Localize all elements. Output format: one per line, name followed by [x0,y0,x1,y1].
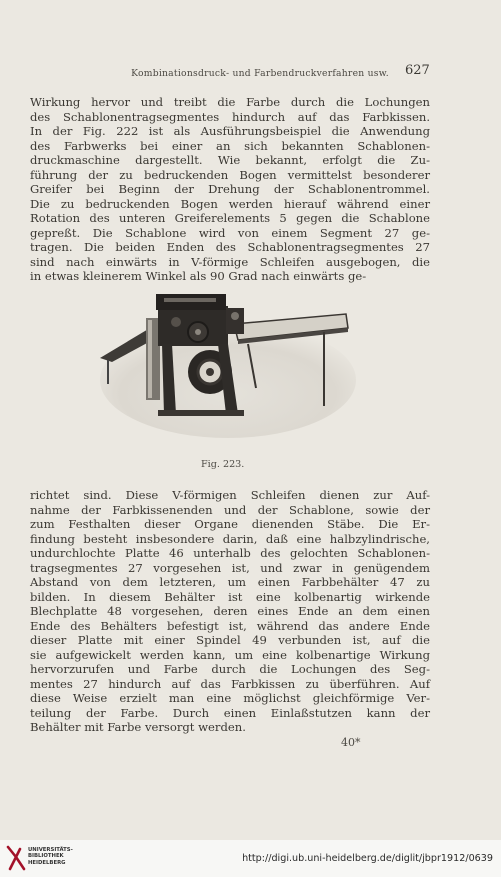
text-line: diese Weise erzielt man eine möglichst gleichförmige Ver- [30,691,430,705]
text-line: Blechplatte 48 vorgesehen, deren eines Ende an dem einen [30,604,430,618]
text-line: In der Fig. 222 ist als Ausführungsbeispiel die Anwendung [30,124,430,138]
source-url[interactable]: http://digi.ub.uni-heidelberg.de/diglit/jbpr1912/0639 [242,853,493,864]
text-line: mentes 27 hindurch auf das Farbkissen zu überführen. Auf [30,676,430,691]
paragraph-1 [30,95,430,284]
text-line: des Farbwerks bei einer an sich bekannten Schablonen- [30,138,430,153]
text-line: Behälter mit Farbe versorgt werden. [30,720,246,734]
text-line: tragsegmentes 27 vorgesehen ist, und zwar in genügendem [30,560,430,575]
text-line: teilung der Farbe. Durch einen Einlaßstutzen kann der [30,705,430,720]
institution-line: HEIDELBERG [28,859,66,866]
text-line: dieser Platte mit einer Spindel 49 verbunden ist, auf die [30,633,430,647]
figure-caption: Fig. 223. [201,459,245,470]
text-line: sind nach einwärts in V-förmige Schleifen ausgebogen, die [30,254,430,269]
text-line: sie aufgewickelt werden kann, um eine kolbenartige Wirkung [30,647,430,662]
text-line: Die zu bedruckenden Bogen werden hierauf während einer [30,196,430,211]
text-line: druckmaschine dargestellt. Wie bekannt, erfolgt die Zu- [30,153,430,167]
page-number: 627 [405,63,430,78]
text-line: Abstand von dem letzteren, um einen Farbbehälter 47 zu [30,575,430,589]
ub-heidelberg-logo-icon [6,845,26,871]
text-line: bilden. In diesem Behälter ist eine kolbenartig wirkende [30,589,430,604]
figure-printing-machine [98,288,360,438]
running-head: Kombinationsdruck- und Farbendruckverfahren usw. [131,68,389,79]
text-line: Ende des Behälters befestigt ist, während das andere Ende [30,618,430,633]
text-line: richtet sind. Diese V-förmigen Schleifen dienen zur Auf- [30,488,430,502]
institution-line: BIBLIOTHEK [28,853,64,860]
text-line: undurchlochte Platte 46 unterhalb des gelochten Schablonen- [30,546,430,560]
text-line: des Schablonentragsegmentes hindurch auf das Farbkissen. [30,109,430,124]
text-line: Wirkung hervor und treibt die Farbe durch die Lochungen [30,95,430,109]
text-line: in etwas kleinerem Winkel als 90 Grad nach einwärts ge- [30,269,367,283]
text-line: tragen. Die beiden Enden des Schablonentragsegmentes 27 [30,240,430,254]
printing-machine-illustration [98,288,360,438]
text-line: Greifer bei Beginn der Drehung der Schablonentrommel. [30,182,430,196]
institution-line: UNIVERSITÄTS- [28,847,73,853]
text-line: zum Festhalten dieser Organe dienenden Stäbe. Die Er- [30,517,430,531]
signature-mark: 40* [341,736,361,749]
paragraph-2 [30,488,430,735]
text-line: Rotation des unteren Greiferelements 5 gegen die Schablone [30,211,430,225]
institution-name [28,847,73,866]
text-line: führung der zu bedruckenden Bogen vermittelst besonderer [30,167,430,182]
text-line: gepreßt. Die Schablone wird von einem Segment 27 ge- [30,225,430,240]
text-line: findung besteht insbesondere darin, daß eine halbzylindrische, [30,531,430,546]
text-line: hervorzurufen und Farbe durch die Lochungen des Seg- [30,662,430,676]
footer-bar [0,840,501,877]
text-line: nahme der Farbkissenenden und der Schablone, sowie der [30,502,430,517]
